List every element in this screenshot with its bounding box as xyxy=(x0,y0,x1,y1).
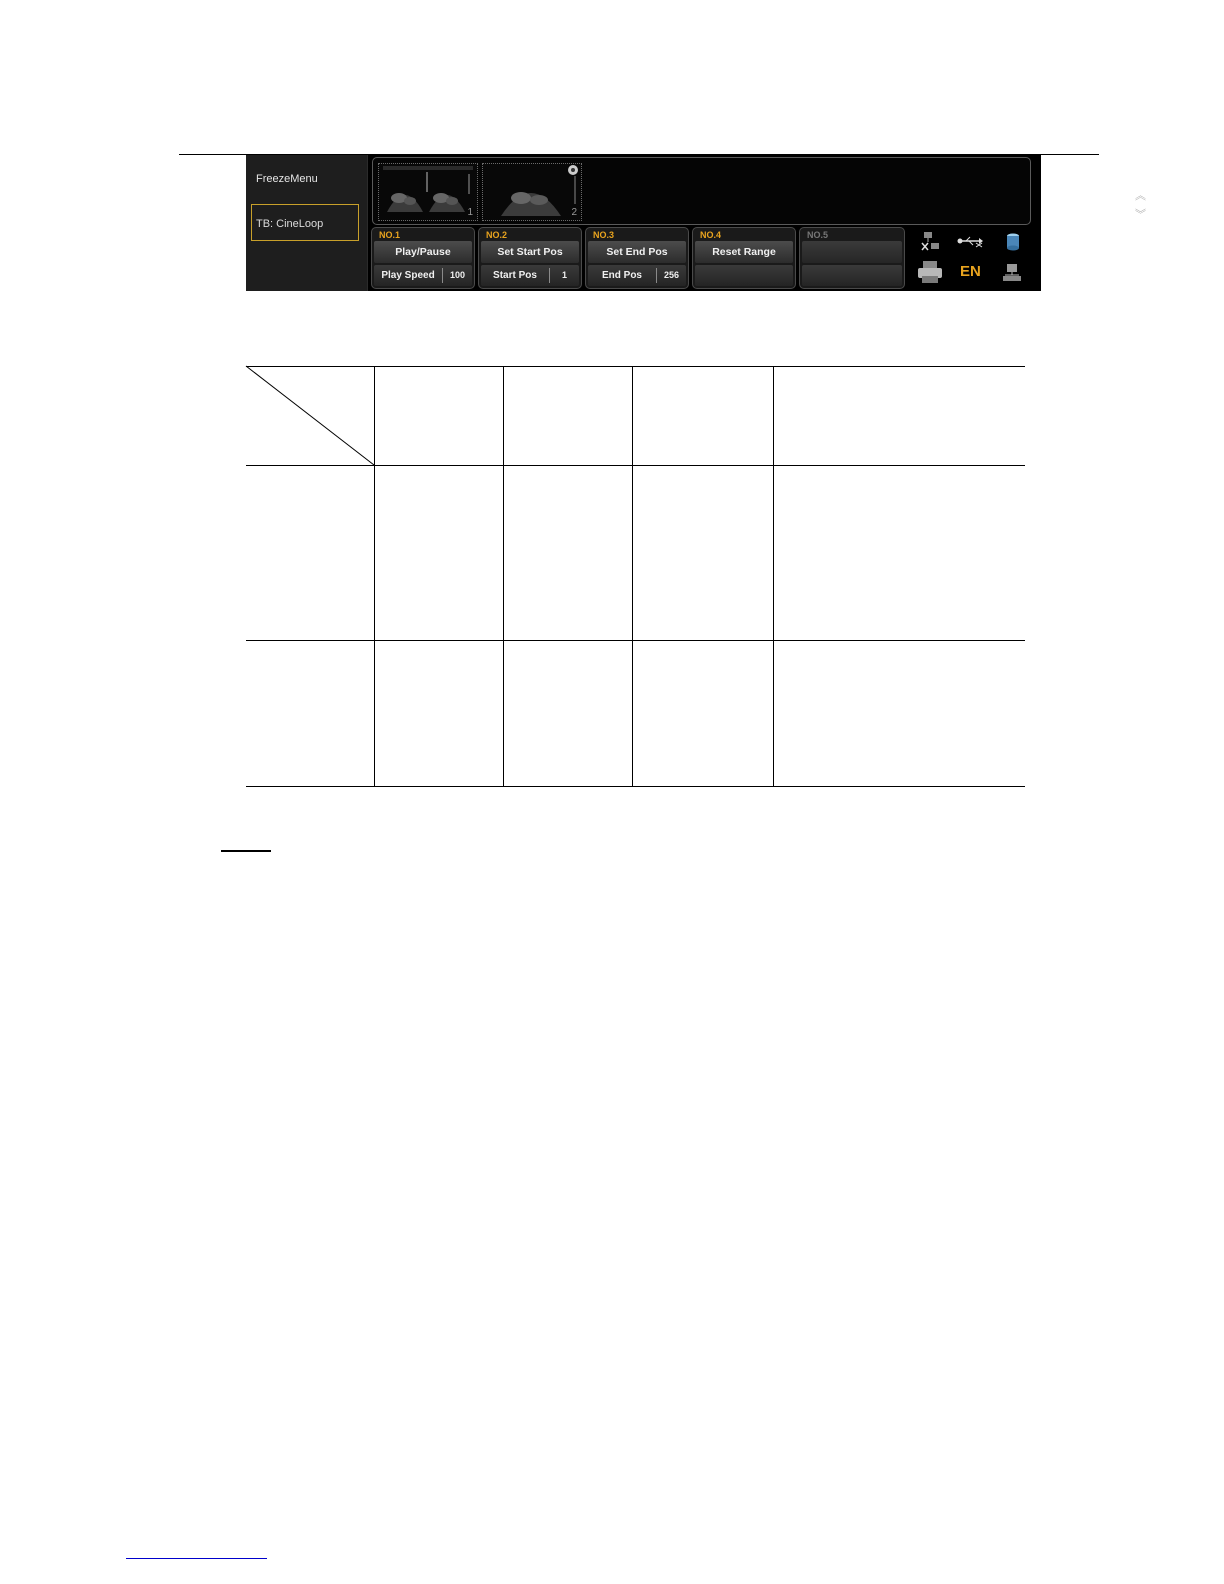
thumbnail-2[interactable] xyxy=(482,163,582,221)
database-icon[interactable] xyxy=(1005,232,1021,252)
play-pause-button[interactable]: Play/Pause xyxy=(374,241,472,263)
param-value: 1 xyxy=(561,270,567,280)
param-label: Play Speed xyxy=(381,270,435,281)
printer-icon[interactable] xyxy=(917,260,943,284)
network-disconnected-icon[interactable] xyxy=(920,231,940,251)
table-corner-diagonal xyxy=(246,366,375,466)
empty-table xyxy=(246,366,1025,787)
softkey-2 xyxy=(478,227,582,289)
menu-title[interactable]: FreezeMenu xyxy=(256,173,318,185)
softkey-number: NO.4 xyxy=(700,230,722,240)
table-column-divider xyxy=(503,366,504,787)
menu-item-cineloop[interactable]: TB: CineLoop xyxy=(251,204,359,241)
ultrasound-image-icon xyxy=(379,164,477,220)
softkey-number: NO.5 xyxy=(807,230,829,240)
param-value: 100 xyxy=(449,270,466,280)
ultrasound-image-icon xyxy=(483,164,581,220)
softkey-4-bottom[interactable] xyxy=(695,265,793,286)
reset-range-button[interactable]: Reset Range xyxy=(695,241,793,263)
param-label: End Pos xyxy=(601,270,642,281)
param-label: Start Pos xyxy=(493,270,537,281)
scroll-down-icon[interactable]: ︾ xyxy=(1135,209,1146,221)
left-menu xyxy=(246,155,368,291)
start-pos-control[interactable] xyxy=(481,265,579,286)
set-end-pos-button[interactable]: Set End Pos xyxy=(588,241,686,263)
table-border-bottom xyxy=(246,786,1025,787)
softkey-5-top-button[interactable] xyxy=(802,241,902,263)
softkey-number: NO.3 xyxy=(593,230,615,240)
softkey-5 xyxy=(799,227,905,289)
param-value: 256 xyxy=(663,270,680,280)
network-icon[interactable] xyxy=(1003,263,1021,283)
short-rule xyxy=(221,850,271,852)
softkey-3 xyxy=(585,227,689,289)
play-speed-control[interactable] xyxy=(374,265,472,286)
softkey-5-bottom[interactable] xyxy=(802,265,902,286)
thumbnail-number: 2 xyxy=(571,207,577,218)
thumbnail-1[interactable] xyxy=(378,163,478,221)
softkey-number: NO.1 xyxy=(379,230,401,240)
usb-icon[interactable] xyxy=(957,234,985,248)
table-row-divider xyxy=(246,640,1025,641)
footnote-rule xyxy=(126,1558,267,1559)
end-pos-control[interactable] xyxy=(588,265,686,286)
table-column-divider xyxy=(632,366,633,787)
softkey-number: NO.2 xyxy=(486,230,508,240)
ultrasound-touch-panel xyxy=(246,155,1146,291)
softkey-4 xyxy=(692,227,796,289)
table-column-divider xyxy=(773,366,774,787)
scroll-up-icon[interactable]: ︽ xyxy=(1135,190,1146,202)
thumbnail-number: 1 xyxy=(467,207,473,218)
softkey-1 xyxy=(371,227,475,289)
thumbnail-strip xyxy=(372,157,1146,225)
set-start-pos-button[interactable]: Set Start Pos xyxy=(481,241,579,263)
language-indicator[interactable]: EN xyxy=(960,263,981,280)
